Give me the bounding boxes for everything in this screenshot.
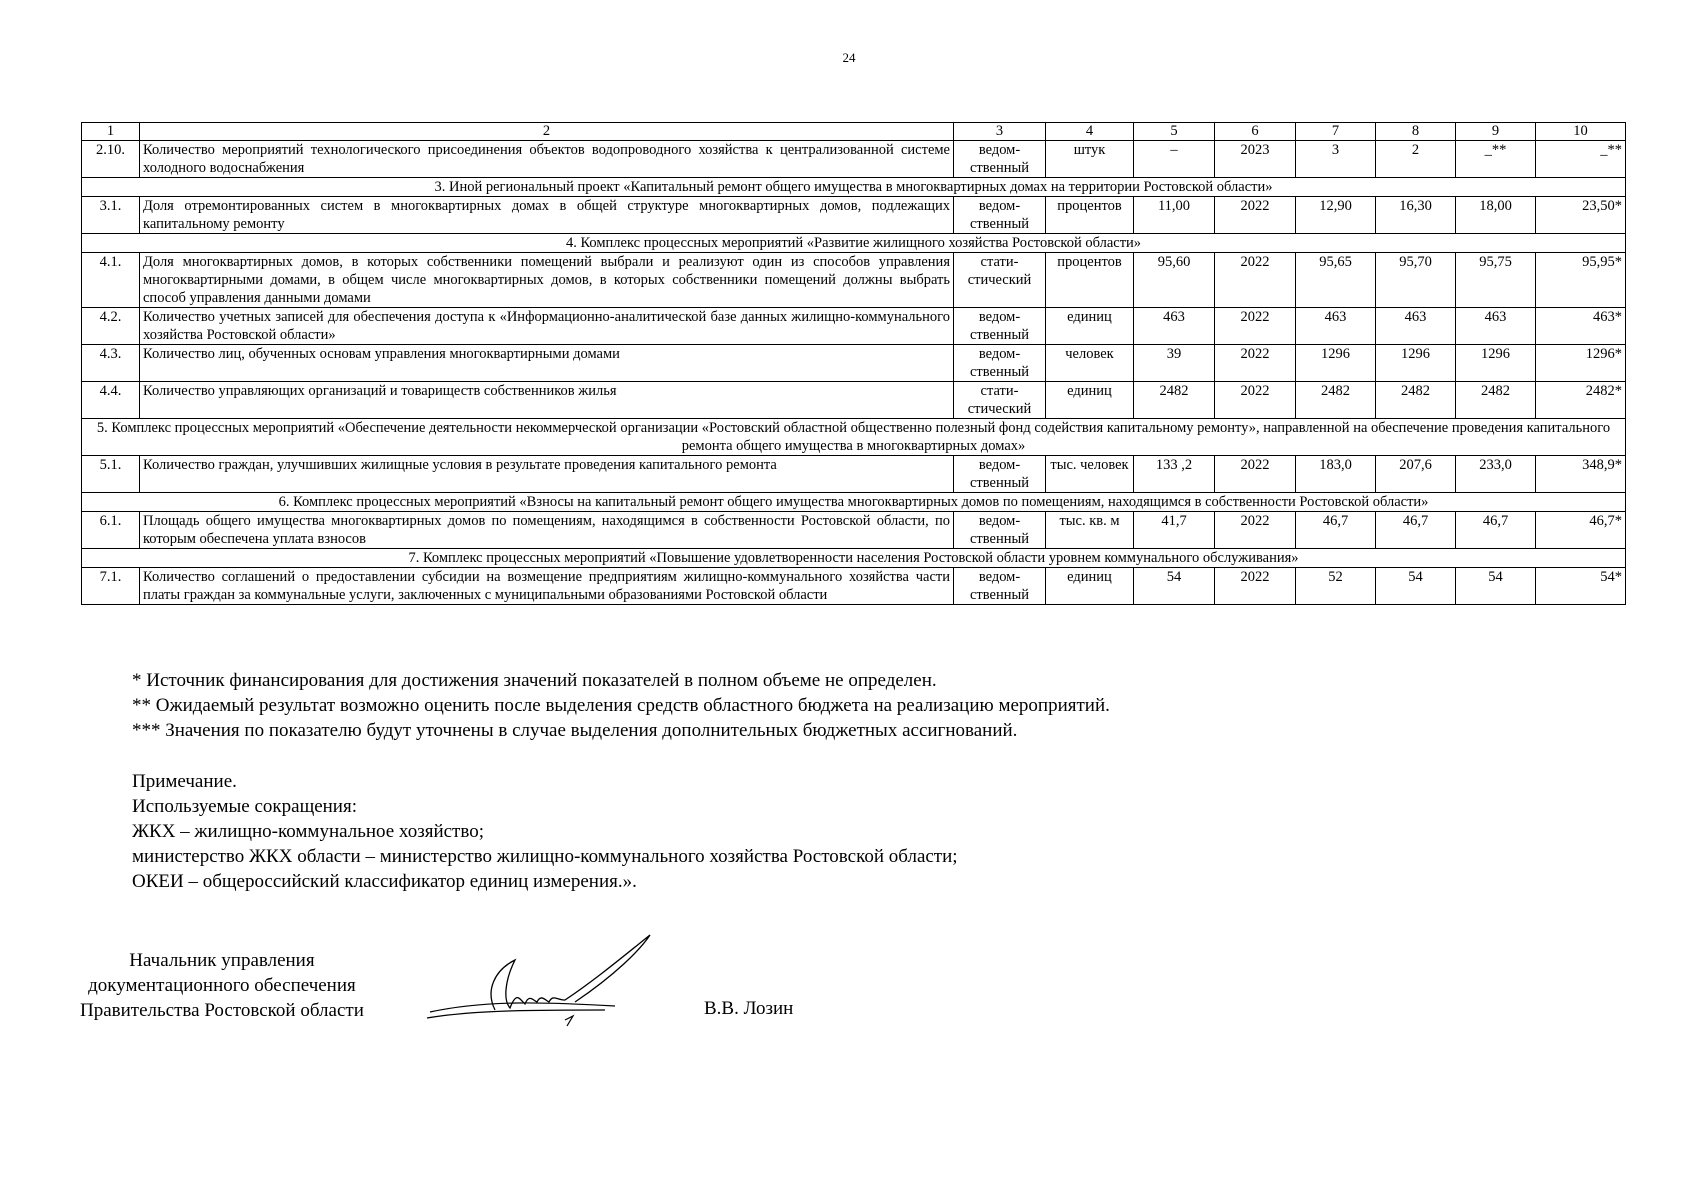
indicator-type: ведом-ственный: [954, 141, 1046, 178]
value-cell: 16,30: [1376, 197, 1456, 234]
value-cell: _**: [1536, 141, 1626, 178]
section-row: [82, 178, 1626, 197]
table-row: [82, 568, 1626, 605]
unit-cell: процентов: [1046, 253, 1134, 308]
position-line: Начальник управления: [129, 950, 315, 971]
section-row: [82, 549, 1626, 568]
base-value: 54: [1134, 568, 1215, 605]
value-cell: 2482*: [1536, 382, 1626, 419]
value-cell: 183,0: [1296, 456, 1376, 493]
header-cell: 1: [82, 123, 140, 141]
header-cell: 9: [1456, 123, 1536, 141]
section-row: [82, 493, 1626, 512]
base-value: 11,00: [1134, 197, 1215, 234]
header-cell: 2: [140, 123, 954, 141]
unit-cell: процентов: [1046, 197, 1134, 234]
position-line: Правительства Ростовской области: [80, 1000, 364, 1021]
value-cell: 2482: [1376, 382, 1456, 419]
row-number: 6.1.: [82, 512, 140, 549]
position-line: документационного обеспечения: [88, 975, 356, 996]
value-cell: 95,95*: [1536, 253, 1626, 308]
notes-block: [132, 668, 1110, 894]
value-cell: 348,9*: [1536, 456, 1626, 493]
indicator-type: ведом-ственный: [954, 568, 1046, 605]
header-cell: 3: [954, 123, 1046, 141]
value-cell: 207,6: [1376, 456, 1456, 493]
section-row: [82, 419, 1626, 456]
note-line: ОКЕИ – общероссийский классификатор единиц измерения.».: [132, 871, 637, 892]
section-title: 5. Комплекс процессных мероприятий «Обеспечение деятельности некоммерческой организации «Ростовский областной общественно полезный фонд содействия капитальному ремонту», направленной на обеспечение проведения капитального ремонта общего имущества в многоквартирных домах»: [82, 419, 1626, 456]
value-cell: 46,7*: [1536, 512, 1626, 549]
section-title: 6. Комплекс процессных мероприятий «Взносы на капитальный ремонт общего имущества многоквартирных домов по помещениям, находящимся в собственности Ростовской области»: [82, 493, 1626, 512]
base-value: 463: [1134, 308, 1215, 345]
value-cell: 95,70: [1376, 253, 1456, 308]
signatory-name: В.В. Лозин: [704, 998, 794, 1019]
indicator-name: Площадь общего имущества многоквартирных домов по помещениям, находящимся в собственности Ростовской области, по которым обеспечена уплата взносов: [140, 512, 954, 549]
unit-cell: тыс. кв. м: [1046, 512, 1134, 549]
footnote: * Источник финансирования для достижения значений показателей в полном объеме не определен.: [132, 670, 937, 691]
page-number: 24: [842, 50, 856, 65]
base-year: 2022: [1215, 345, 1296, 382]
base-year: 2022: [1215, 512, 1296, 549]
table-body: [82, 123, 1626, 605]
value-cell: 463: [1456, 308, 1536, 345]
value-cell: 2482: [1456, 382, 1536, 419]
base-year: 2022: [1215, 253, 1296, 308]
value-cell: 3: [1296, 141, 1376, 178]
base-year: 2023: [1215, 141, 1296, 178]
value-cell: 18,00: [1456, 197, 1536, 234]
value-cell: 46,7: [1456, 512, 1536, 549]
indicator-name: Количество управляющих организаций и товариществ собственников жилья: [140, 382, 954, 419]
value-cell: 52: [1296, 568, 1376, 605]
value-cell: 2: [1376, 141, 1456, 178]
indicator-name: Количество мероприятий технологического присоединения объектов водопроводного хозяйства к централизованной системе холодного водоснабжения: [140, 141, 954, 178]
row-number: 5.1.: [82, 456, 140, 493]
value-cell: 12,90: [1296, 197, 1376, 234]
value-cell: 1296: [1376, 345, 1456, 382]
indicator-type: стати-стический: [954, 253, 1046, 308]
section-title: 7. Комплекс процессных мероприятий «Повышение удовлетворенности населения Ростовской области уровнем коммунального обслуживания»: [82, 549, 1626, 568]
indicator-name: Доля многоквартирных домов, в которых собственники помещений выбрали и реализуют один из способов управления многоквартирными домами, в общем числе многоквартирных домов, в которых собственники помещений должны выбрать способ управления данными домами: [140, 253, 954, 308]
table-row: [82, 308, 1626, 345]
unit-cell: единиц: [1046, 568, 1134, 605]
table-row: [82, 456, 1626, 493]
header-cell: 6: [1215, 123, 1296, 141]
value-cell: 1296: [1456, 345, 1536, 382]
base-year: 2022: [1215, 456, 1296, 493]
value-cell: 463: [1296, 308, 1376, 345]
footnote: *** Значения по показателю будут уточнены в случае выделения дополнительных бюджетных ассигнований.: [132, 720, 1018, 741]
unit-cell: человек: [1046, 345, 1134, 382]
base-value: 133 ,2: [1134, 456, 1215, 493]
note-title: Примечание.: [132, 771, 237, 792]
row-number: 4.2.: [82, 308, 140, 345]
table-row: [82, 197, 1626, 234]
note-line: ЖКХ – жилищно-коммунальное хозяйство;: [132, 821, 484, 842]
table-row: [82, 512, 1626, 549]
value-cell: 1296: [1296, 345, 1376, 382]
indicator-name: Количество граждан, улучшивших жилищные условия в результате проведения капитального ремонта: [140, 456, 954, 493]
section-row: [82, 234, 1626, 253]
value-cell: 46,7: [1376, 512, 1456, 549]
unit-cell: единиц: [1046, 308, 1134, 345]
table-row: [82, 382, 1626, 419]
value-cell: 95,75: [1456, 253, 1536, 308]
indicators-table: [81, 122, 1626, 605]
value-cell: 1296*: [1536, 345, 1626, 382]
table-row: [82, 345, 1626, 382]
unit-cell: тыс. человек: [1046, 456, 1134, 493]
indicator-type: ведом-ственный: [954, 197, 1046, 234]
signatory-position: [80, 948, 364, 1023]
header-cell: 7: [1296, 123, 1376, 141]
indicator-name: Количество соглашений о предоставлении субсидии на возмещение предприятиям жилищно-коммунального хозяйства части платы граждан за коммунальные услуги, заключенных с муниципальными образованиями Ростовской области: [140, 568, 954, 605]
row-number: 4.4.: [82, 382, 140, 419]
header-cell: 5: [1134, 123, 1215, 141]
base-value: –: [1134, 141, 1215, 178]
row-number: 7.1.: [82, 568, 140, 605]
base-year: 2022: [1215, 308, 1296, 345]
base-year: 2022: [1215, 568, 1296, 605]
value-cell: 95,65: [1296, 253, 1376, 308]
row-number: 4.1.: [82, 253, 140, 308]
value-cell: 54: [1376, 568, 1456, 605]
value-cell: 2482: [1296, 382, 1376, 419]
table-row: [82, 253, 1626, 308]
indicator-name: Количество лиц, обученных основам управления многоквартирными домами: [140, 345, 954, 382]
indicator-type: ведом-ственный: [954, 345, 1046, 382]
value-cell: 23,50*: [1536, 197, 1626, 234]
indicator-name: Количество учетных записей для обеспечения доступа к «Информационно-аналитической базе данных жилищно-коммунального хозяйства Ростовской области»: [140, 308, 954, 345]
section-title: 3. Иной региональный проект «Капитальный ремонт общего имущества в многоквартирных домах на территории Ростовской области»: [82, 178, 1626, 197]
base-value: 41,7: [1134, 512, 1215, 549]
unit-cell: штук: [1046, 141, 1134, 178]
indicator-type: ведом-ственный: [954, 308, 1046, 345]
value-cell: 54: [1456, 568, 1536, 605]
base-value: 39: [1134, 345, 1215, 382]
value-cell: 463: [1376, 308, 1456, 345]
value-cell: 233,0: [1456, 456, 1536, 493]
indicator-type: ведом-ственный: [954, 512, 1046, 549]
section-title: 4. Комплекс процессных мероприятий «Развитие жилищного хозяйства Ростовской области»: [82, 234, 1626, 253]
header-row: [82, 123, 1626, 141]
row-number: 2.10.: [82, 141, 140, 178]
note-line: Используемые сокращения:: [132, 796, 357, 817]
base-year: 2022: [1215, 382, 1296, 419]
base-value: 2482: [1134, 382, 1215, 419]
value-cell: 46,7: [1296, 512, 1376, 549]
header-cell: 8: [1376, 123, 1456, 141]
value-cell: 54*: [1536, 568, 1626, 605]
indicator-type: ведом-ственный: [954, 456, 1046, 493]
row-number: 3.1.: [82, 197, 140, 234]
table-row: [82, 141, 1626, 178]
indicator-name: Доля отремонтированных систем в многоквартирных домах в общей структуре многоквартирных домов, подлежащих капитальному ремонту: [140, 197, 954, 234]
note-line: министерство ЖКХ области – министерство жилищно-коммунального хозяйства Ростовской области;: [132, 846, 958, 867]
value-cell: _**: [1456, 141, 1536, 178]
header-cell: 4: [1046, 123, 1134, 141]
unit-cell: единиц: [1046, 382, 1134, 419]
base-year: 2022: [1215, 197, 1296, 234]
base-value: 95,60: [1134, 253, 1215, 308]
indicator-type: стати-стический: [954, 382, 1046, 419]
value-cell: 463*: [1536, 308, 1626, 345]
row-number: 4.3.: [82, 345, 140, 382]
header-cell: 10: [1536, 123, 1626, 141]
handwritten-signature: [425, 930, 665, 1030]
footnote: ** Ожидаемый результат возможно оценить после выделения средств областного бюджета на реализацию мероприятий.: [132, 695, 1110, 716]
